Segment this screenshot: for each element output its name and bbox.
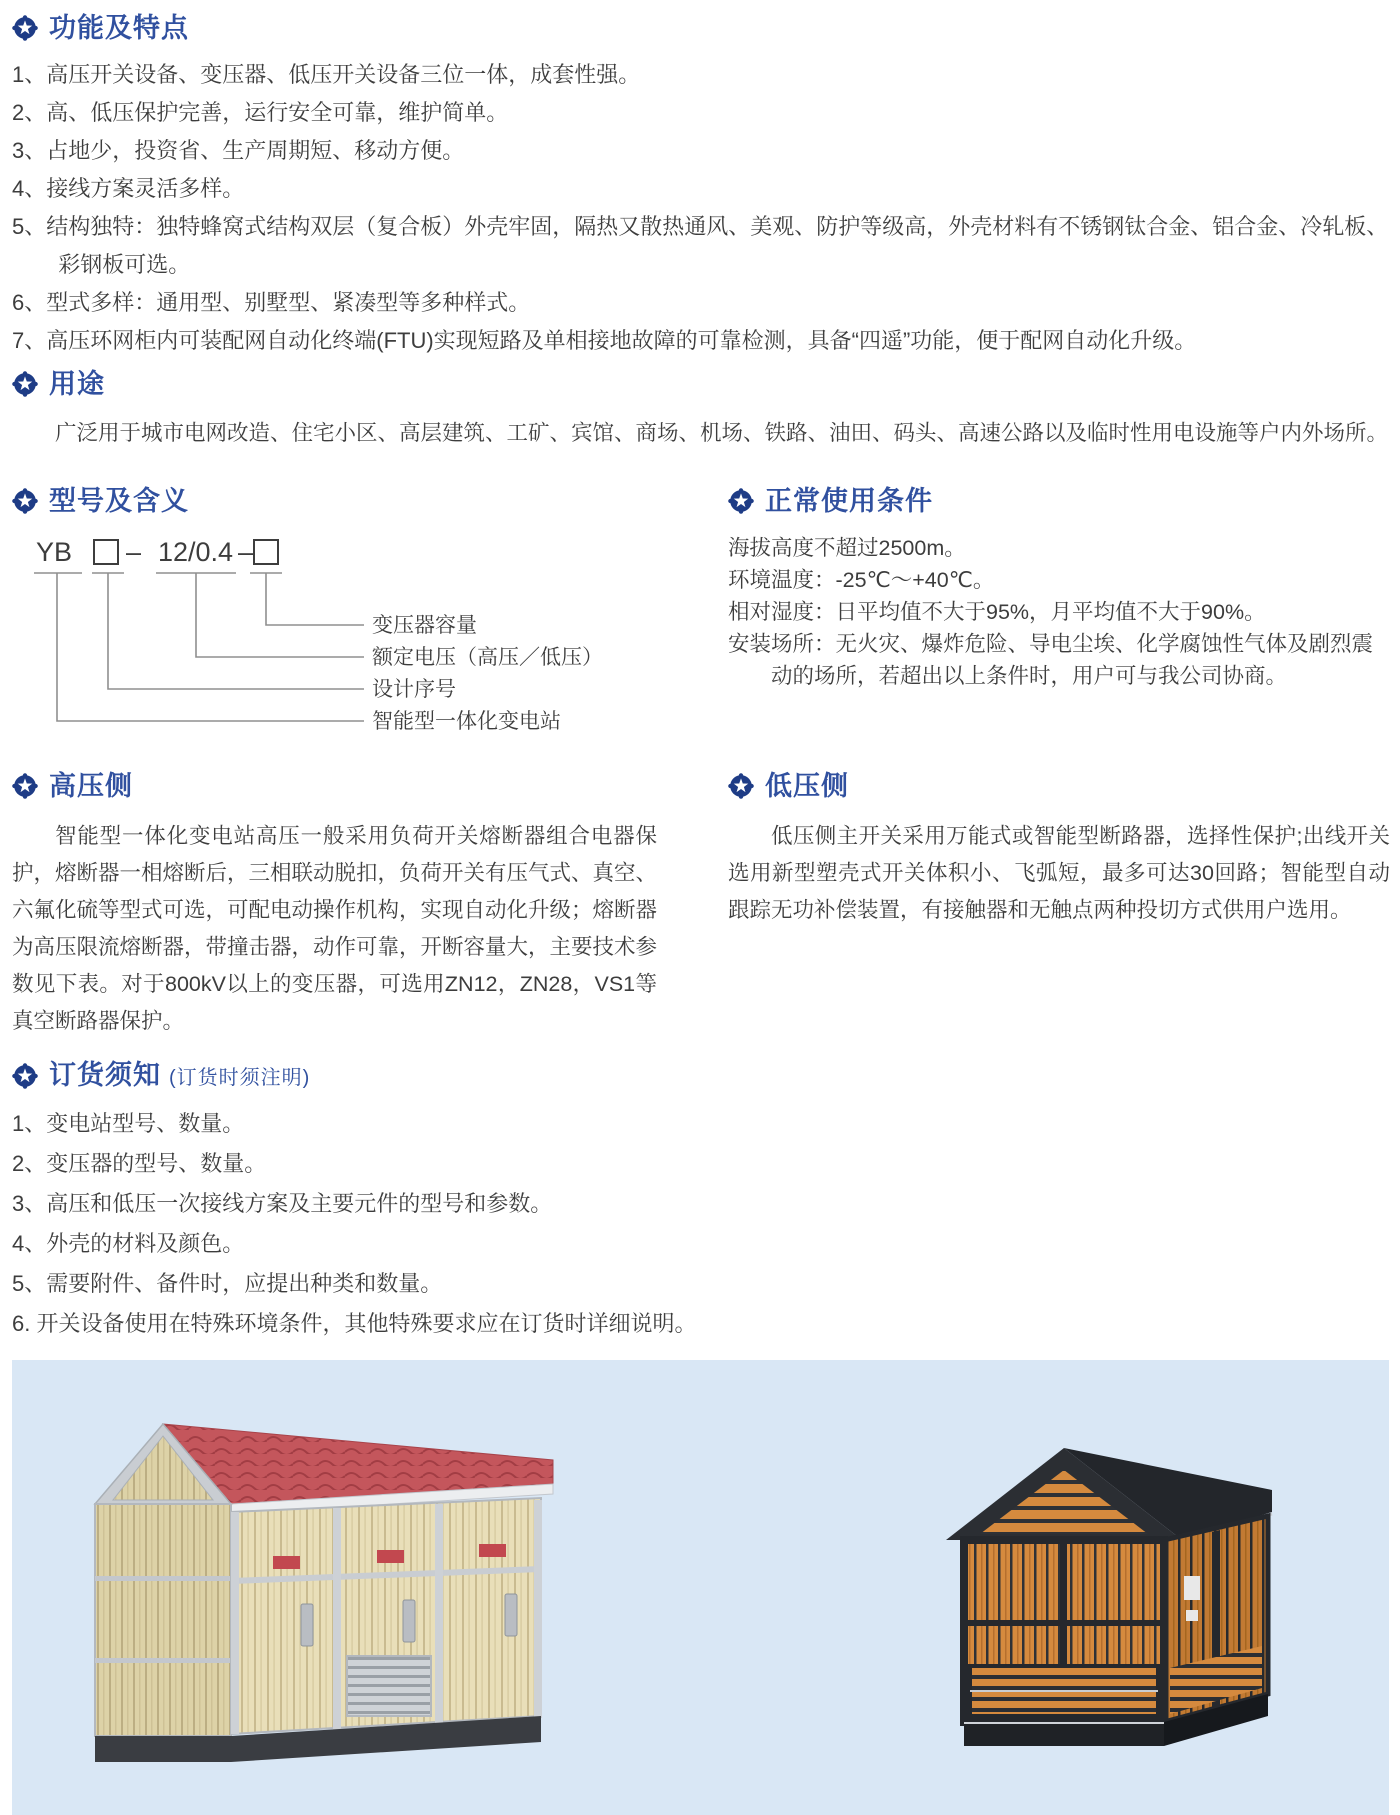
section-operating-conditions: [728, 483, 1390, 692]
ordering-item: 5、需要附件、备件时，应提出种类和数量。: [12, 1271, 443, 1296]
model-label: 变压器容量: [372, 614, 477, 637]
section-low-voltage-side: [728, 768, 1390, 929]
model-code-voltage: 12/0.4: [158, 537, 234, 567]
section-usage: [12, 366, 1394, 450]
usage-title: 用途: [49, 369, 105, 399]
lv-title: 低压侧: [765, 771, 849, 801]
model-code-placeholder-box: [94, 540, 118, 564]
feature-item: 5、结构独特：独特蜂窝式结构双层（复合板）外壳牢固，隔热又散热通风、美观、防护等级高，外壳材料有不锈钢钛合金、铝合金、冷轧板、彩钢板可选。: [12, 214, 1389, 277]
model-code-prefix: YB: [36, 537, 73, 567]
conditions-title: 正常使用条件: [765, 486, 933, 516]
features-title: 功能及特点: [49, 13, 189, 43]
ordering-item: 3、高压和低压一次接线方案及主要元件的型号和参数。: [12, 1191, 553, 1216]
condition-item: 海拔高度不超过2500m。: [728, 536, 966, 560]
feature-item: 4、接线方案灵活多样。: [12, 176, 245, 201]
model-code-dash: –: [238, 537, 254, 567]
model-heading: [12, 483, 660, 519]
star-badge-icon: [728, 773, 754, 799]
model-label: 设计序号: [372, 678, 456, 701]
model-code-placeholder-box: [254, 540, 278, 564]
product-photos-panel: [12, 1360, 1389, 1815]
condition-item: 安装场所：无火灾、爆炸危险、导电尘埃、化学腐蚀性气体及剧烈震动的场所，若超出以上条件时，用户可与我公司协商。: [728, 632, 1374, 688]
ordering-item: 6. 开关设备使用在特殊环境条件，其他特殊要求应在订货时详细说明。: [12, 1311, 697, 1336]
ordering-list: [12, 1104, 1394, 1344]
star-badge-icon: [12, 371, 38, 397]
ordering-item: 2、变压器的型号、数量。: [12, 1151, 267, 1176]
section-high-voltage-side: [12, 768, 657, 1040]
feature-item: 3、占地少，投资省、生产周期短、移动方便。: [12, 138, 465, 163]
conditions-heading: [728, 483, 1390, 519]
features-heading: [12, 10, 1394, 46]
usage-heading: [12, 366, 1394, 402]
ordering-heading: [12, 1058, 1394, 1094]
star-badge-icon: [12, 15, 38, 41]
star-badge-icon: [728, 488, 754, 514]
model-designation-diagram: [12, 529, 642, 764]
model-title: 型号及含义: [49, 486, 189, 516]
hv-paragraph: 智能型一体化变电站高压一般采用负荷开关熔断器组合电器保护，熔断器一相熔断后，三相联动脱扣，负荷开关有压气式、真空、六氟化硫等型式可选，可配电动操作机构，实现自动化升级；熔断器为高压限流熔断器，带撞击器，动作可靠，开断容量大，主要技术参数见下表。对于800kV以上的变压器，可选用ZN12，ZN28，VS1等真空断路器保护。: [12, 824, 658, 1033]
star-badge-icon: [12, 1063, 38, 1089]
model-label: 智能型一体化变电站: [372, 710, 561, 733]
feature-item: 2、高、低压保护完善，运行安全可靠，维护简单。: [12, 100, 509, 125]
feature-item: 6、型式多样：通用型、别墅型、紧凑型等多种样式。: [12, 290, 531, 315]
ordering-title-text: 订货须知: [49, 1059, 161, 1090]
model-label: 额定电压（高压／低压）: [372, 646, 603, 669]
substation-photo-right: [938, 1428, 1278, 1768]
connector-line: [196, 573, 364, 657]
lv-heading: [728, 768, 1390, 804]
connector-line: [266, 573, 364, 625]
star-badge-icon: [12, 488, 38, 514]
ordering-title: [49, 1057, 310, 1096]
hv-title: 高压侧: [49, 771, 133, 801]
ordering-item: 4、外壳的材料及颜色。: [12, 1231, 245, 1256]
usage-paragraph: 广泛用于城市电网改造、住宅小区、高层建筑、工矿、宾馆、商场、机场、铁路、油田、码头、高速公路以及临时性用电设施等户内外场所。: [55, 421, 1389, 445]
hv-heading: [12, 768, 657, 804]
model-code-dash: –: [126, 537, 142, 567]
section-model-designation: [12, 483, 660, 764]
condition-item: 相对湿度：日平均值不大于95%，月平均值不大于90%。: [728, 600, 1266, 624]
features-list: [12, 56, 1394, 360]
lv-paragraph: 低压侧主开关采用万能式或智能型断路器，选择性保护;出线开关选用新型塑壳式开关体积小、飞弧短，最多可达30回路；智能型自动跟踪无功补偿装置，有接触器和无触点两种投切方式供用户选用。: [728, 824, 1390, 922]
connector-line: [108, 573, 364, 689]
ordering-note: (订货时须注明): [169, 1066, 311, 1089]
connector-line: [57, 573, 364, 721]
section-features: [12, 10, 1394, 360]
star-badge-icon: [12, 773, 38, 799]
conditions-list: [728, 532, 1390, 692]
substation-photo-left: [85, 1418, 555, 1768]
feature-item: 1、高压开关设备、变压器、低压开关设备三位一体，成套性强。: [12, 62, 641, 87]
section-ordering-notes: [12, 1058, 1394, 1344]
ordering-item: 1、变电站型号、数量。: [12, 1111, 245, 1136]
condition-item: 环境温度：-25℃～+40℃。: [728, 568, 995, 592]
feature-item: 7、高压环网柜内可装配网自动化终端(FTU)实现短路及单相接地故障的可靠检测，具备“四遥”功能，便于配网自动化升级。: [12, 328, 1197, 353]
